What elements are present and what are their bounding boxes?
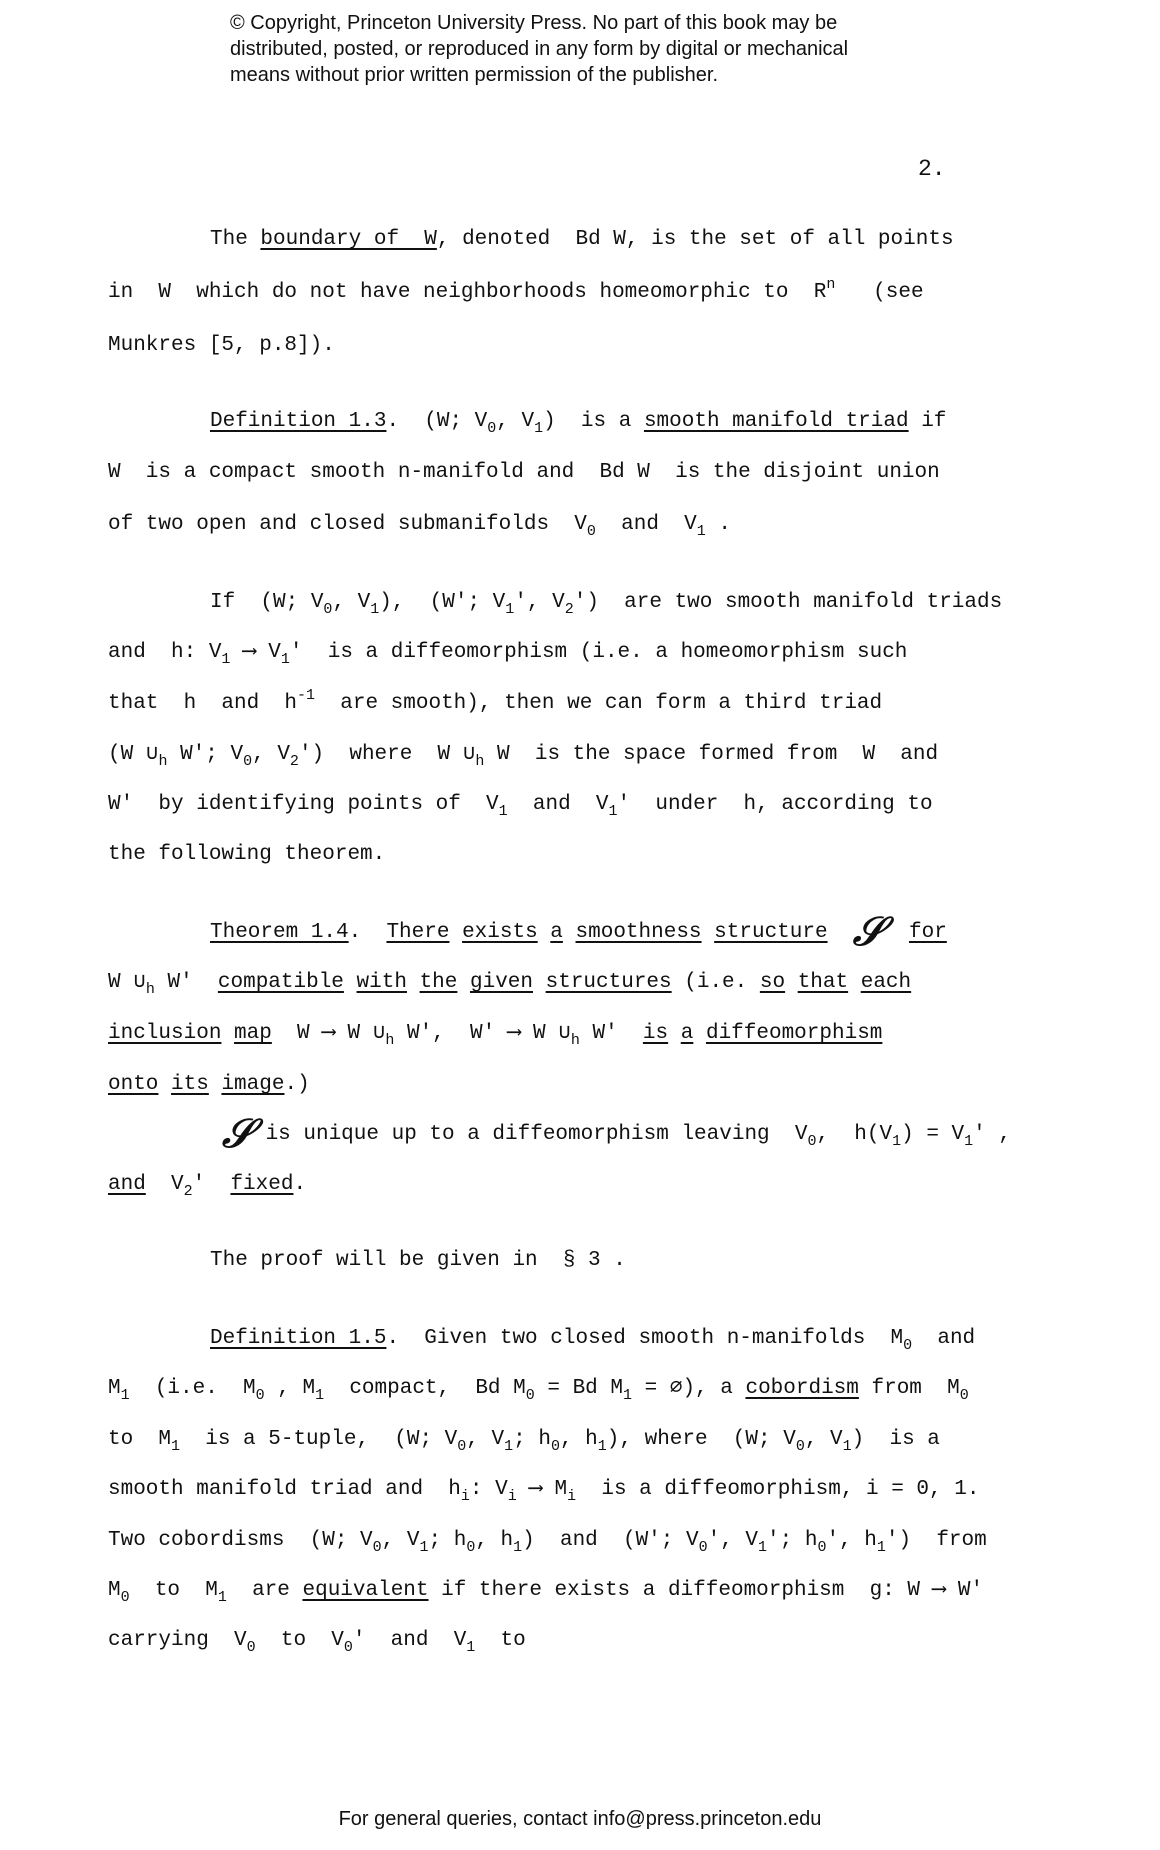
text-line: W is a compact smooth n-manifold and Bd W is the disjoint union [108,461,940,484]
text-line: carrying $V_0$ to $V_0'$ and $V_1$ to [108,1629,526,1656]
text-line: Definition 1.3. (W; $V_0$, $V_1$) is a smooth manifold triad if [210,410,947,437]
text-line: Theorem 1.4. There exists a smoothness structure 𝒮 for [210,908,947,955]
text-line: 𝒮 is unique up to a diffeomorphism leaving $V_0$, $h(V_1) = V_1'$ , [222,1110,1011,1157]
text-line: Munkres [5, p.8]). [108,334,335,357]
text-line: The boundary of W, denoted Bd W, is the set of all points [210,228,954,251]
copyright-line: distributed, posted, or reproduced in any form by digital or mechanical [230,38,849,60]
text-line: $M_0$ to $M_1$ are equivalent if there exists a diffeomorphism g: W ⟶ W' [108,1579,984,1606]
text-line: onto its image.) [108,1073,310,1096]
copyright-line: means without prior written permission of the publisher. [230,64,719,86]
text-line: The proof will be given in § 3 . [210,1249,626,1272]
text-line: inclusion map W ⟶ W $\cup_h$ W', W' ⟶ W $\cup_h$ W' is a diffeomorphism [108,1022,883,1049]
text-line: to $M_1$ is a 5-tuple, (W; $V_0$, $V_1$; $h_0$, $h_1$), where (W; $V_0$, $V_1$) is a [108,1428,940,1455]
text-line: W' by identifying points of $V_1$ and $V_1'$ under h, according to [108,793,933,820]
text-line: If (W; $V_0$, $V_1$), (W'; $V_1'$, $V_2'$) are two smooth manifold triads [210,591,1003,618]
text-line: the following theorem. [108,843,386,866]
text-line: W $\cup_h$ W' compatible with the given structures (i.e. so that each [108,971,912,998]
text-line: and h: $V_1$ ⟶ $V_1'$ is a diffeomorphism (i.e. a homeomorphism such [108,641,908,668]
footer-contact: For general queries, contact info@press.princeton.edu [338,1808,822,1830]
text-line: Two cobordisms (W; $V_0$, $V_1$; $h_0$, $h_1$) and (W'; $V_0'$, $V_1'$; $h_0'$, $h_1'$) from [108,1529,987,1556]
text-line: and $V_2'$ fixed. [108,1173,307,1200]
text-line: (W $\cup_h$ W'; $V_0$, $V_2'$) where W $\cup_h$ W is the space formed from W and [108,743,939,770]
page-number: 2. [918,156,946,182]
text-line: $M_1$ (i.e. $M_0$ , $M_1$ compact, Bd $M_0 = Bd$ $M_1$ = ∅), a cobordism from $M_0$ [108,1377,969,1404]
text-line: Definition 1.5. Given two closed smooth n-manifolds $M_0$ and [210,1327,976,1354]
text-line: smooth manifold triad and $h_i$: $V_i$ ⟶ $M_i$ is a diffeomorphism, i = 0, 1. [108,1478,980,1505]
copyright-line: © Copyright, Princeton University Press. No part of this book may be [230,12,838,34]
text-line: in W which do not have neighborhoods homeomorphic to $R^n$ (see [108,276,924,304]
text-line: of two open and closed submanifolds $V_0$ and $V_1$ . [108,513,731,540]
text-line: that h and $h^{-1}$ are smooth), then we can form a third triad [108,687,883,715]
